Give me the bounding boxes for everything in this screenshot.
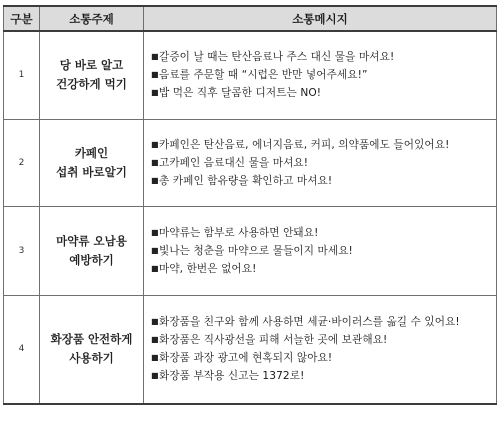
- row-theme: [40, 119, 144, 206]
- row-theme-line: 건강하게 먹기: [56, 77, 127, 92]
- bullet-icon: ■: [151, 263, 159, 273]
- table-row: [4, 31, 497, 119]
- bullet-icon: ■: [151, 245, 159, 255]
- bullet-icon: ■: [151, 52, 159, 62]
- table-header-row: [4, 6, 497, 31]
- bullet-icon: ■: [151, 70, 159, 80]
- row-number: 2: [4, 119, 40, 206]
- row-theme: [40, 295, 144, 404]
- message-item: [151, 136, 496, 154]
- table-row: [4, 295, 497, 404]
- row-theme: [40, 206, 144, 295]
- message-text: 카페인은 탄산음료, 에너지음료, 커피, 의약품에도 들어있어요!: [159, 138, 450, 151]
- bullet-icon: ■: [151, 139, 159, 149]
- bullet-icon: ■: [151, 227, 159, 237]
- row-messages: [144, 31, 497, 119]
- header-theme: 소통주제: [40, 6, 144, 31]
- table-row: [4, 119, 497, 206]
- row-messages: [144, 295, 497, 404]
- row-messages: [144, 206, 497, 295]
- row-theme-line: 마약류 오남용: [56, 233, 127, 248]
- message-text: 마약, 한번은 없어요!: [159, 262, 257, 275]
- message-item: [151, 242, 496, 260]
- message-text: 화장품 부작용 신고는 1372로!: [159, 370, 305, 383]
- message-item: [151, 66, 496, 84]
- row-theme-line: 섭취 바로알기: [56, 164, 127, 179]
- message-list: [151, 48, 496, 102]
- message-item: [151, 224, 496, 242]
- message-text: 밥 먹은 직후 달콤한 디저트는 NO!: [159, 87, 322, 100]
- row-theme-line: 화장품 안전하게: [50, 332, 133, 347]
- message-list: [151, 313, 496, 385]
- message-item: [151, 260, 496, 278]
- message-item: [151, 172, 496, 190]
- row-number: 4: [4, 295, 40, 404]
- message-item: [151, 313, 496, 331]
- bullet-icon: ■: [151, 335, 159, 345]
- message-text: 화장품을 친구와 함께 사용하면 세균·바이러스를 옮길 수 있어요!: [159, 316, 460, 329]
- header-num: 구분: [4, 6, 40, 31]
- table-row: [4, 206, 497, 295]
- message-item: [151, 349, 496, 367]
- row-messages: [144, 119, 497, 206]
- bullet-icon: ■: [151, 157, 159, 167]
- message-item: [151, 154, 496, 172]
- message-list: [151, 224, 496, 278]
- header-messages: 소통메시지: [144, 6, 497, 31]
- message-item: [151, 331, 496, 349]
- message-list: [151, 136, 496, 190]
- bullet-icon: ■: [151, 371, 159, 381]
- message-item: [151, 84, 496, 102]
- message-text: 마약류는 함부로 사용하면 안돼요!: [159, 226, 319, 239]
- row-theme-line: 예방하기: [69, 252, 114, 267]
- row-theme-line: 당 바로 알고: [59, 58, 124, 73]
- bullet-icon: ■: [151, 317, 159, 327]
- message-text: 고카페인 음료대신 물을 마셔요!: [159, 156, 309, 169]
- message-text: 화장품은 직사광선을 피해 서늘한 곳에 보관해요!: [159, 334, 388, 347]
- message-text: 빛나는 청춘을 마약으로 물들이지 마세요!: [159, 244, 353, 257]
- communication-table: [3, 5, 497, 405]
- bullet-icon: ■: [151, 353, 159, 363]
- row-number: 1: [4, 31, 40, 119]
- message-text: 화장품 과장 광고에 현혹되지 않아요!: [159, 352, 333, 365]
- row-theme: [40, 31, 144, 119]
- message-text: 총 카페인 함유량을 확인하고 마셔요!: [159, 174, 333, 187]
- message-text: 갈증이 날 때는 탄산음료나 주스 대신 물을 마셔요!: [159, 51, 395, 64]
- message-text: 음료를 주문할 때 “시럽은 반만 넣어주세요!”: [159, 69, 368, 82]
- message-item: [151, 48, 496, 66]
- row-theme-line: 카페인: [74, 145, 109, 160]
- bullet-icon: ■: [151, 88, 159, 98]
- row-number: 3: [4, 206, 40, 295]
- message-item: [151, 367, 496, 385]
- row-theme-line: 사용하기: [69, 351, 114, 366]
- bullet-icon: ■: [151, 175, 159, 185]
